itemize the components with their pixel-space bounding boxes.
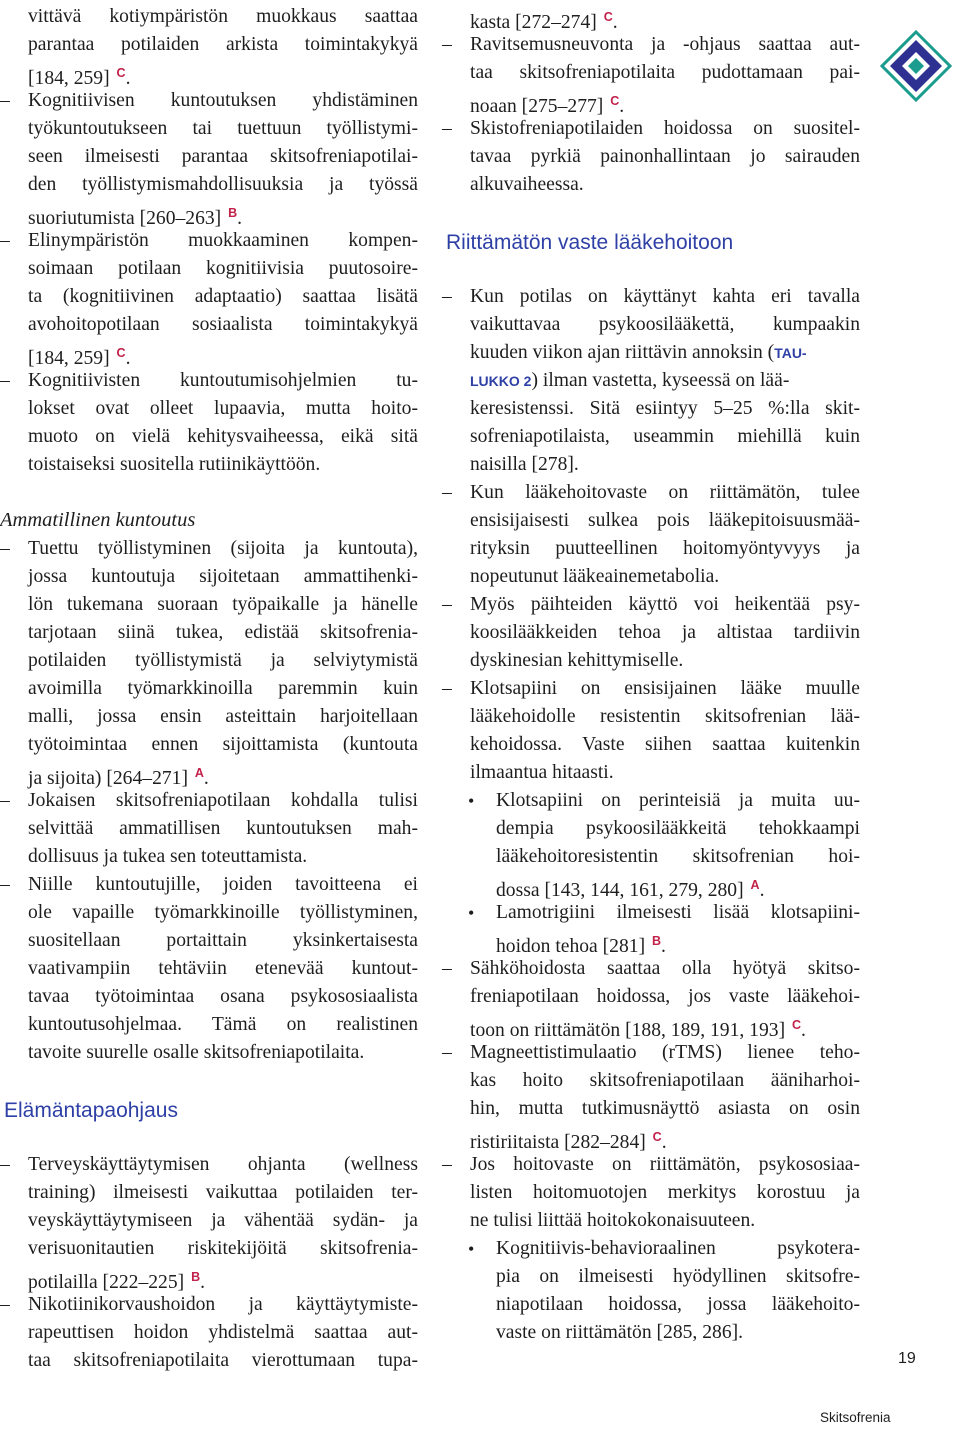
text-line: taa skitsofreniapotilaita pudottamaan pai-: [470, 62, 860, 83]
text-line: selvittää ammatillisen kuntoutuksen mah-: [28, 818, 418, 839]
text-line: – Klotsapiini on ensisijainen lääke muulle: [442, 675, 860, 703]
grade-badge: C: [116, 346, 126, 360]
section-heading-riittamaton-vaste: Riittämätön vaste lääkehoitoon: [446, 231, 734, 254]
text-line: avoimilla työmarkkinoilla paremmin kuin: [28, 678, 418, 699]
text-line: tavaa työtoimintaa osana psykososiaalista: [28, 986, 418, 1007]
text-line: hin, mutta tutkimusnäyttö asiasta on osin: [470, 1098, 860, 1119]
text-line: keresistenssi. Sitä esiintyy 5–25 %:lla skit-: [470, 398, 860, 419]
text-line: taa skitsofreniapotilaita vierottumaan tupa-: [28, 1350, 418, 1371]
text-line: vaikuttavaa psykoosilääkettä, kumpaakin: [470, 314, 860, 335]
subheading-ammatillinen-kuntoutus: Ammatillinen kuntoutus: [0, 509, 196, 531]
text-line: ensisijaisesti sulkea pois lääkepitoisuusmää-: [470, 510, 860, 531]
text-line: lön tukemana suoraan työpaikalle ja hänelle: [28, 594, 418, 615]
text-line: tavoite suurelle osalle skitsofreniapotilaita.: [28, 1042, 365, 1063]
text-line: työkuntoutukseen tai tuettuun työllistymi-: [28, 118, 418, 139]
text-line: • Kognitiivis-behavioraalinen psykotera-: [442, 1235, 860, 1263]
dash-marker: –: [442, 678, 452, 699]
text-line: toistaiseksi suositella rutiinikäyttöön.: [28, 454, 321, 475]
text-line: noaan [275–277] $^C$.: [470, 94, 625, 117]
text-line: vaativampiin tehtäviin etenevää kuntout-: [28, 958, 418, 979]
text-line: hoidon tehoa [281] $^B$.: [496, 934, 666, 957]
text-line: suoriutumista [260–263] $^B$.: [28, 206, 243, 229]
text-line: ristiriitaista [282–284] $^C$.: [470, 1130, 667, 1153]
text-line: dossa [143, 144, 161, 279, 280] $^A$.: [496, 878, 765, 901]
text-line: potilailla [222–225] $^B$.: [28, 1270, 206, 1293]
bullet-marker: •: [468, 1239, 475, 1259]
dash-marker: –: [442, 1154, 452, 1175]
text-line: dollisuus ja tukea sen toteuttamista.: [28, 846, 308, 867]
dash-marker: –: [442, 594, 452, 615]
text-line: • Lamotrigiini ilmeisesti lisää klotsapiini-: [442, 899, 860, 927]
section-heading-elamantapaohjaus: Elämäntapaohjaus: [4, 1099, 178, 1122]
page-number: 19: [898, 1350, 916, 1367]
text-line: LUKKO 2) ilman vastetta, kyseessä on lää-: [470, 370, 790, 391]
text-line: • Klotsapiini on perinteisiä ja muita uu-: [442, 787, 860, 815]
footer-title: Skitsofrenia: [820, 1410, 891, 1425]
text-line: veyskäyttäytymiseen ja vähentää sydän- ja: [28, 1210, 418, 1231]
text-line: vittävä kotiympäristön muokkaus saattaa: [28, 6, 418, 27]
dash-marker: –: [442, 34, 452, 55]
dash-marker: –: [0, 790, 10, 811]
text-line: – Sähköhoidosta saattaa olla hyötyä skitso-: [442, 955, 860, 983]
text-line: – Kognitiivisen kuntoutuksen yhdistäminen: [0, 87, 418, 115]
text-line: kas hoito skitsofreniapotilaan ääniharhoi-: [470, 1070, 860, 1091]
grade-badge: A: [750, 878, 760, 892]
text-line: suositellaan portaittain yksinkertaisesta: [28, 930, 418, 951]
text-line: – Tuettu työllistyminen (sijoita ja kuntouta),: [0, 535, 418, 563]
text-line: kuntoutusohjelmaa. Tämä on realistinen: [28, 1014, 418, 1035]
text-line: [184, 259] $^C$.: [28, 66, 131, 89]
text-line: lääkehoidolle resistentin skitsofrenian lää-: [470, 706, 860, 727]
grade-badge: C: [116, 66, 126, 80]
dash-marker: –: [442, 118, 452, 139]
text-line: lääkehoitoresistentin skitsofrenian hoi-: [496, 846, 860, 867]
text-line: kasta [272–274] $^C$.: [470, 10, 618, 33]
text-line: sofreniapotilaista, useammin miehillä kuin: [470, 426, 860, 447]
grade-badge: B: [652, 934, 662, 948]
text-line: freniapotilaan hoidossa, jos vaste lääkehoi-: [470, 986, 860, 1007]
dash-marker: –: [0, 90, 10, 111]
text-line: verisuonitautien riskitekijöitä skitsofrenia-: [28, 1238, 418, 1259]
text-line: avohoitopotilaan sosiaalista toimintakykyä: [28, 314, 418, 335]
grade-badge: C: [792, 1018, 802, 1032]
text-line: [184, 259] $^C$.: [28, 346, 131, 369]
text-line: nopeutunut lääkeainemetabolia.: [470, 566, 720, 587]
text-line: rapeuttisen hoidon yhdistelmä saattaa aut-: [28, 1322, 418, 1343]
dash-marker: –: [0, 370, 10, 391]
text-line: soimaan potilaan kognitiivisia puutosoire-: [28, 258, 418, 279]
text-line: ilmaantua hitaasti.: [470, 762, 614, 783]
text-line: dempia psykoosilääkkeitä tehokkaampi: [496, 818, 860, 839]
dash-marker: –: [0, 230, 10, 251]
bullet-marker: •: [468, 791, 475, 811]
text-line: kehoidossa. Vaste siihen saattaa kuitenkin: [470, 734, 860, 755]
dash-marker: –: [442, 482, 452, 503]
text-line: – Terveyskäyttäytymisen ohjanta (wellness: [0, 1151, 418, 1179]
text-line: naisilla [278].: [470, 454, 579, 475]
diamond-logo-icon: [880, 30, 952, 102]
text-line: – Elinympäristön muokkaaminen kompen-: [0, 227, 418, 255]
table-reference-link[interactable]: LUKKO 2: [470, 373, 532, 389]
text-line: – Jokaisen skitsofreniapotilaan kohdalla tulisi: [0, 787, 418, 815]
text-line: tarjotaan siinä tukea, edistää skitsofrenia-: [28, 622, 418, 643]
text-line: ole vapaille työmarkkinoille työllistyminen,: [28, 902, 418, 923]
dash-marker: –: [0, 1154, 10, 1175]
bullet-marker: •: [468, 903, 475, 923]
text-line: – Nikotiinikorvaushoidon ja käyttäytymiste-: [0, 1291, 418, 1319]
text-line: toon on riittämätön [188, 189, 191, 193] $^C$.: [470, 1018, 806, 1041]
dash-marker: –: [0, 1294, 10, 1315]
text-line: työtoimintaa ennen sijoittamista (kuntouta: [28, 734, 418, 755]
text-line: parantaa potilaiden arkista toimintakykyä: [28, 34, 418, 55]
text-line: dyskinesian kehittymiselle.: [470, 650, 684, 671]
grade-badge: B: [228, 206, 238, 220]
text-line: – Myös päihteiden käyttö voi heikentää psy-: [442, 591, 860, 619]
dash-marker: –: [0, 874, 10, 895]
text-line: alkuvaiheessa.: [470, 174, 584, 195]
text-line: jossa kuntoutuja sijoitetaan ammattihenki-: [28, 566, 418, 587]
text-line: malli, jossa ensin asteittain harjoitellaan: [28, 706, 418, 727]
text-line: – Magneettistimulaatio (rTMS) lienee teho-: [442, 1039, 860, 1067]
table-reference-link[interactable]: TAU-: [774, 345, 807, 361]
text-line: ja sijoita) [264–271] $^A$.: [28, 766, 209, 789]
text-line: muoto on vielä kehitysvaiheessa, eikä sitä: [28, 426, 418, 447]
text-line: niapotilaan hoidossa, jossa lääkehoito-: [496, 1294, 860, 1315]
text-line: den työllistymismahdollisuuksia ja työssä: [28, 174, 418, 195]
text-line: pia on ilmeisesti hyödyllinen skitsofre-: [496, 1266, 860, 1287]
dash-marker: –: [442, 958, 452, 979]
text-line: seen ilmeisesti parantaa skitsofreniapotilai-: [28, 146, 418, 167]
text-line: lokset ovat olleet lupaavia, mutta hoito-: [28, 398, 418, 419]
text-line: vaste on riittämätön [285, 286].: [496, 1322, 744, 1343]
text-line: rityksin puutteellinen hoitomyöntyvyys ja: [470, 538, 860, 559]
text-line: ta (kognitiivinen adaptaatio) saattaa lisätä: [28, 286, 418, 307]
text-line: ne tulisi liittää hoitokokonaisuuteen.: [470, 1210, 756, 1231]
grade-badge: C: [610, 94, 620, 108]
text-line: tavaa pyrkiä painonhallintaan jo sairauden: [470, 146, 860, 167]
dash-marker: –: [0, 538, 10, 559]
text-line: – Kun potilas on käyttänyt kahta eri tavalla: [442, 283, 860, 311]
text-line: – Skistofreniapotilaiden hoidossa on suositel-: [442, 115, 860, 143]
text-line: koosilääkkeiden tehoa ja altistaa tardiivin: [470, 622, 860, 643]
text-line: – Niille kuntoutujille, joiden tavoitteena ei: [0, 871, 418, 899]
grade-badge: B: [191, 1270, 201, 1284]
grade-badge: A: [194, 766, 204, 780]
grade-badge: C: [652, 1130, 662, 1144]
dash-marker: –: [442, 1042, 452, 1063]
text-line: kuuden viikon ajan riittävin annoksin (TAU-: [470, 342, 807, 363]
text-line: – Kognitiivisten kuntoutumisohjelmien tu-: [0, 367, 418, 395]
text-line: – Ravitsemusneuvonta ja -ohjaus saattaa aut-: [442, 31, 860, 59]
text-line: listen hoitomuotojen merkitys korostuu ja: [470, 1182, 860, 1203]
dash-marker: –: [442, 286, 452, 307]
grade-badge: C: [603, 10, 613, 24]
text-line: training) ilmeisesti vaikuttaa potilaiden ter-: [28, 1182, 418, 1203]
text-line: – Jos hoitovaste on riittämätön, psykososiaa-: [442, 1151, 860, 1179]
text-line: potilaiden työllistymistä ja selviytymistä: [28, 650, 418, 671]
text-line: – Kun lääkehoitovaste on riittämätön, tulee: [442, 479, 860, 507]
